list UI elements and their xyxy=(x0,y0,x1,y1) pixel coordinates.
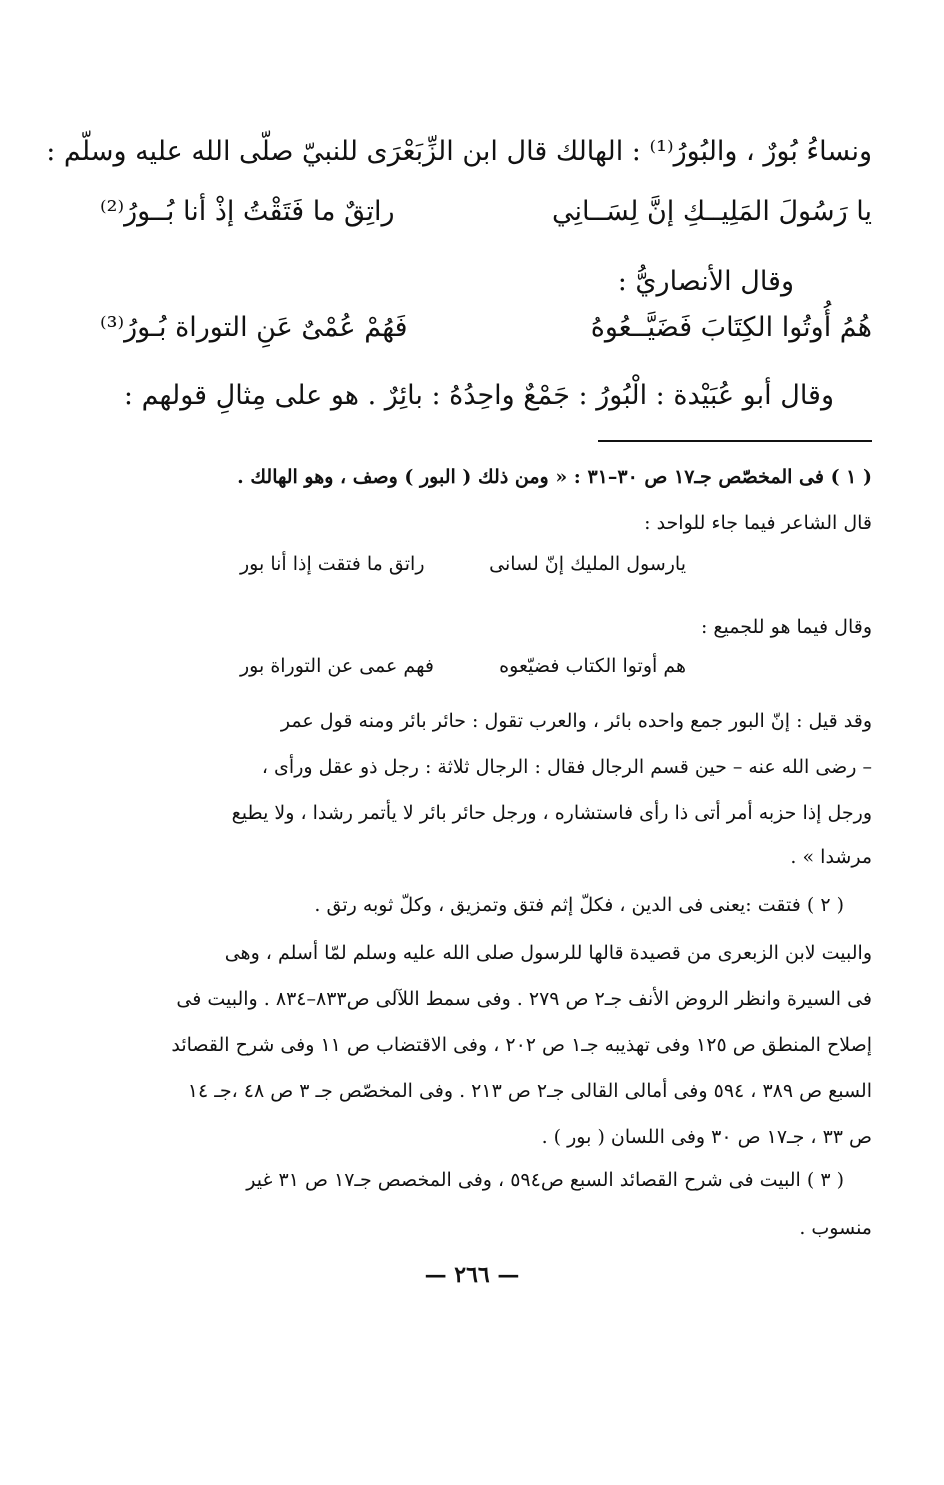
footnote-1-verse-1-second: راتق ما فتقت إذا أنا بور xyxy=(240,553,425,575)
main-line-3: وقال أبو عُبَيْدة : الْبُورُ : جَمْعٌ واحِدُهُ : بائِرٌ . هو على مِثالِ قولهم : xyxy=(123,380,834,411)
page-number: — ٢٦٦ — xyxy=(424,1262,520,1288)
main-line-1: ونساءُ بُورٌ ، والبُورُ⁽¹⁾ : الهالك قال ابن الزِّبَعْرَى للنبيّ صلّى الله عليه وسلّم : xyxy=(46,136,872,167)
footnote-1-verse-1 xyxy=(240,553,686,575)
footnote-2-line-5: السبع ص ٣٨٩ ، ٥٩٤ وفى أمالى القالى جـ٢ ص ٢١٣ . وفى المخصّص جـ ٣ ص ٤٨ ،جـ ١٤ xyxy=(187,1080,872,1102)
footnote-2-line-4: إصلاح المنطق ص ١٢٥ وفى تهذيبه جـ١ ص ٢٠٢ ، وفى الاقتضاب ص ١١ وفى شرح القصائد xyxy=(171,1034,872,1056)
footnote-1-line-7: مرشدا » . xyxy=(790,846,872,868)
footnote-1-line-6: ورجل إذا حزبه أمر أتى ذا رأى فاستشاره ، ورجل حائر بائر لا يأتمر رشدا ، ولا يطيع xyxy=(231,802,872,824)
verse-2-first-hemistich: هُمُ أُوتُوا الكِتَابَ فَضَيَّــعُوهُ xyxy=(590,312,872,343)
footnote-1-verse-2-second: فهم عمى عن التوراة بور xyxy=(240,655,434,677)
verse-1-second-hemistich: راتِقٌ ما فَتَقْتُ إذْ أنا بُــورُ⁽²⁾ xyxy=(100,196,395,227)
footnote-1-line-5: – رضى الله عنه – حين قسم الرجال فقال : الرجال ثلاثة : رجل ذو عقل ورأى ، xyxy=(261,756,872,778)
footnote-1-verse-2-first: هم أوتوا الكتاب فضيّعوه xyxy=(499,655,686,677)
footnote-3-line-2: منسوب . xyxy=(799,1217,872,1239)
verse-2 xyxy=(100,312,872,343)
footnote-2-line-2: والبيت لابن الزبعرى من قصيدة قالها للرسول صلى الله عليه وسلم لمّا أسلم ، وهى xyxy=(224,942,872,964)
verse-2-second-hemistich: فَهُمْ عُمْىٌ عَنِ التوراة بُـورُ⁽³⁾ xyxy=(100,312,408,343)
footnote-1-verse-2 xyxy=(240,655,686,677)
verse-1-first-hemistich: يا رَسُولَ المَلِيــكِ إنَّ لِسَــانِي xyxy=(551,196,872,227)
footnote-2-line-6: ص ٣٣ ، جـ١٧ ص ٣٠ وفى اللسان ( بور ) . xyxy=(541,1126,872,1148)
main-line-2: وقال الأنصاريُّ : xyxy=(617,266,794,297)
verse-1 xyxy=(100,196,872,227)
footnote-1-line-1: ( ١ ) فى المخصّص جـ١٧ ص ٣٠–٣١ : « ومن ذلك ( البور ) وصف ، وهو الهالك . xyxy=(237,466,872,488)
footnote-1-line-3: وقال فيما هو للجميع : xyxy=(700,616,872,638)
footnote-3-line-1: ( ٣ ) البيت فى شرح القصائد السبع ص٥٩٤ ، وفى المخصص جـ١٧ ص ٣١ غير xyxy=(246,1169,844,1191)
footnote-1-line-2: قال الشاعر فيما جاء للواحد : xyxy=(644,512,872,534)
footnote-1-line-4: وقد قيل : إنّ البور جمع واحده بائر ، والعرب تقول : حائر بائر ومنه قول عمر xyxy=(280,710,872,732)
footnote-2-line-3: فى السيرة وانظر الروض الأنف جـ٢ ص ٢٧٩ . وفى سمط اللآلى ص٨٣٣–٨٣٤ . والبيت فى xyxy=(176,988,872,1010)
footnote-1-verse-1-first: يارسول المليك إنّ لسانى xyxy=(489,553,686,575)
footnote-2-line-1: ( ٢ ) فتقت :يعنى فى الدين ، فكلّ إثم فتق وتمزيق ، وكلّ ثوبه رتق . xyxy=(314,894,844,916)
footnote-separator xyxy=(598,440,872,442)
